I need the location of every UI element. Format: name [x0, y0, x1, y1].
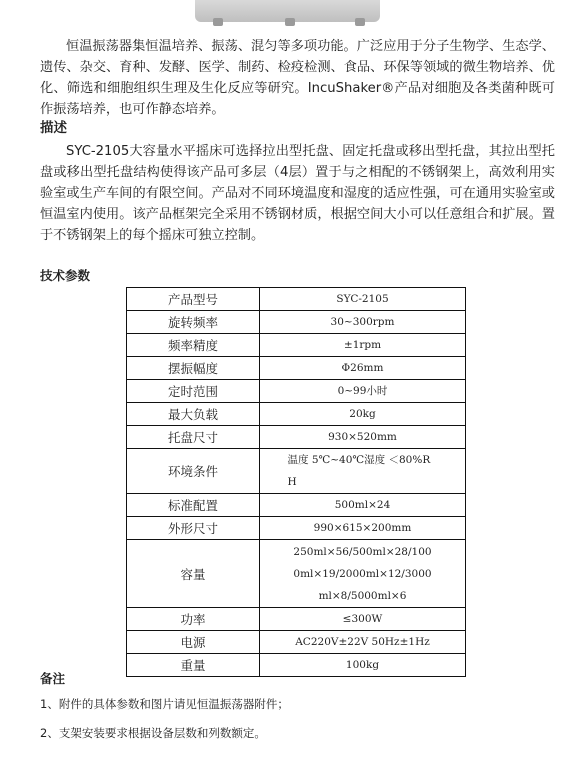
spec-label: 电源 — [127, 631, 260, 654]
spec-value: 500ml×24 — [260, 494, 466, 517]
specs-heading: 技术参数 — [40, 268, 91, 283]
spec-value: 0~99小时 — [260, 380, 466, 403]
spec-value: 20kg — [260, 403, 466, 426]
spec-row — [127, 631, 466, 654]
intro-paragraph: 恒温振荡器集恒温培养、振荡、混匀等多项功能。广泛应用于分子生物学、生态学、遗传、杂交、育种、发酵、医学、制药、检疫检测、食品、环保等领域的微生物培养、优化、筛选和细胞组织生理及生化反应等研究。IncuShaker®产品对细胞及各类菌种既可作振荡培养，也可作静态培养。 — [40, 39, 555, 117]
notes-heading: 备注 — [40, 671, 66, 686]
spec-row — [127, 449, 466, 494]
spec-row — [127, 311, 466, 334]
spec-label: 产品型号 — [127, 288, 260, 311]
spec-label: 频率精度 — [127, 334, 260, 357]
spec-label: 定时范围 — [127, 380, 260, 403]
spec-label: 功率 — [127, 608, 260, 631]
spec-value: Φ26mm — [260, 357, 466, 380]
spec-row — [127, 334, 466, 357]
spec-label: 托盘尺寸 — [127, 426, 260, 449]
description-paragraph: SYC-2105大容量水平摇床可选择拉出型托盘、固定托盘或移出型托盘，其拉出型托盘或移出型托盘结构使得该产品可多层（4层）置于与之相配的不锈钢架上，高效利用实验室或生产车间的有限空间。产品对不同环境温度和湿度的适应性强，可在通用实验室或恒温室内使用。该产品框架完全采用不锈钢材质，根据空间大小可以任意组合和扩展。置于不锈钢架上的每个摇床可独立控制。 — [40, 144, 555, 243]
spec-value: 250ml×56/500ml×28/1000ml×19/2000ml×12/3000ml×8/5000ml×6 — [293, 545, 432, 602]
spec-value: 30~300rpm — [260, 311, 466, 334]
spec-value: ±1rpm — [260, 334, 466, 357]
spec-row — [127, 540, 466, 608]
spec-label: 外形尺寸 — [127, 517, 260, 540]
spec-row — [127, 608, 466, 631]
spec-label: 容量 — [127, 540, 260, 608]
spec-value: ≤300W — [260, 608, 466, 631]
product-photo-foot — [285, 18, 295, 26]
product-photo-foot — [213, 18, 223, 26]
spec-value: 990×615×200mm — [260, 517, 466, 540]
spec-label: 标准配置 — [127, 494, 260, 517]
spec-value: SYC-2105 — [260, 288, 466, 311]
note-item: 2、支架安装要求根据设备层数和列数额定。 — [40, 726, 266, 740]
description-heading: 描述 — [40, 120, 67, 136]
spec-value: 温度 5℃~40℃湿度 ＜80%RH — [287, 454, 431, 488]
spec-value-cell — [260, 540, 466, 608]
spec-row — [127, 426, 466, 449]
product-photo-foot — [355, 18, 365, 26]
spec-row — [127, 403, 466, 426]
spec-row — [127, 494, 466, 517]
spec-row — [127, 357, 466, 380]
spec-label: 旋转频率 — [127, 311, 260, 334]
spec-value-cell — [260, 449, 466, 494]
spec-row — [127, 517, 466, 540]
spec-value: AC220V±22V 50Hz±1Hz — [260, 631, 466, 654]
note-item: 1、附件的具体参数和图片请见恒温振荡器附件； — [40, 697, 289, 711]
spec-value: 930×520mm — [260, 426, 466, 449]
spec-row — [127, 380, 466, 403]
spec-label: 环境条件 — [127, 449, 260, 494]
spec-row — [127, 288, 466, 311]
product-photo-bottom — [195, 0, 380, 22]
spec-label: 最大负载 — [127, 403, 260, 426]
spec-row — [127, 654, 466, 677]
spec-label: 摆振幅度 — [127, 357, 260, 380]
specs-table — [126, 287, 466, 677]
spec-value: 100kg — [260, 654, 466, 677]
spec-label: 重量 — [127, 654, 260, 677]
